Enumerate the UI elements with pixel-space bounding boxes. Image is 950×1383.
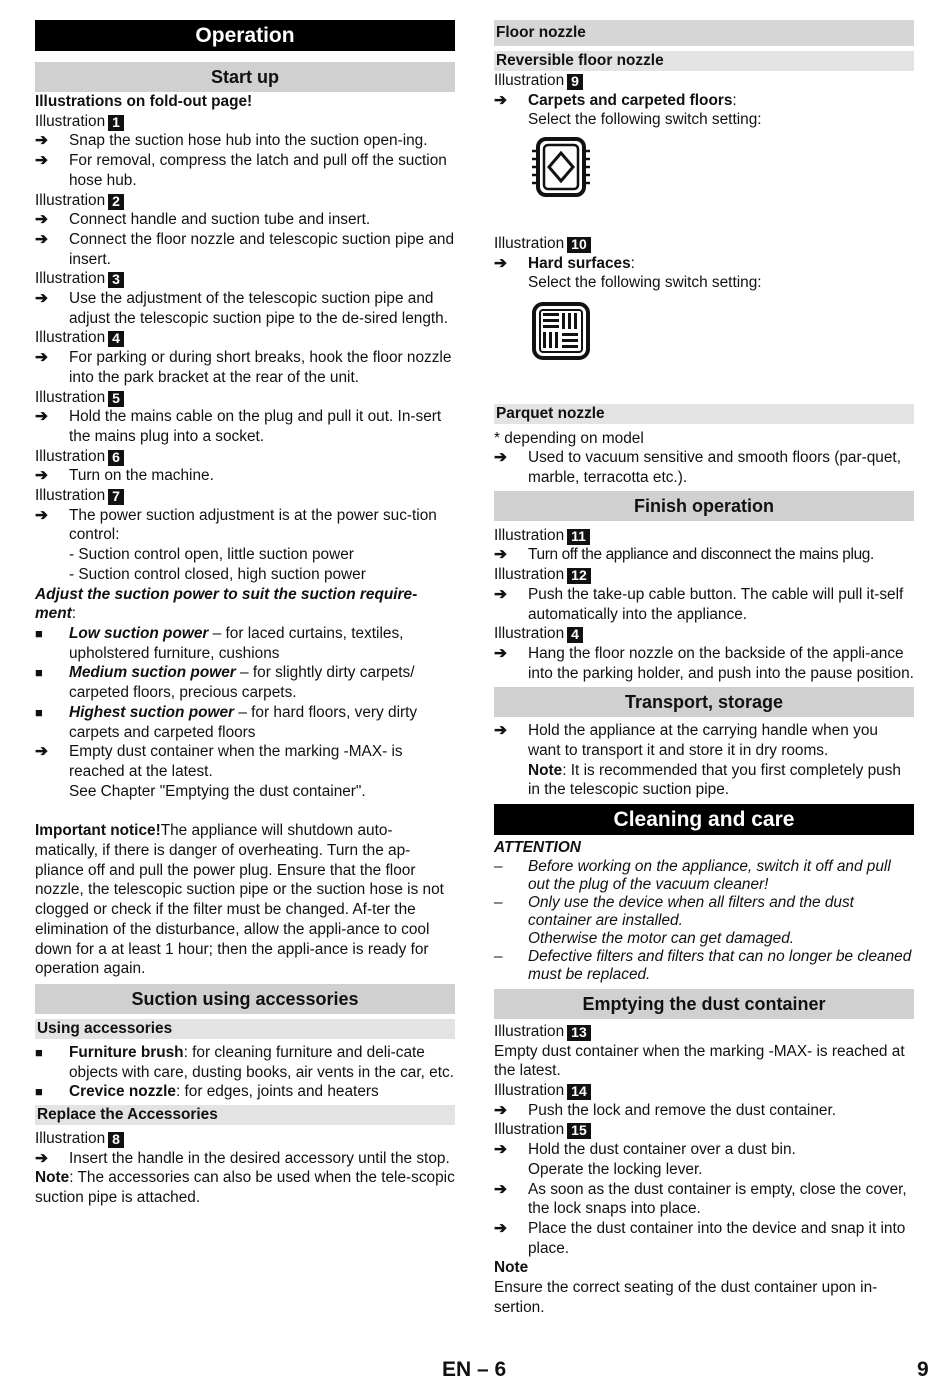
illustration-label: Illustration: [35, 112, 106, 130]
hard-surfaces-label: Hard surfaces: [528, 254, 631, 272]
replace-accessories-heading: Replace the Accessories: [35, 1105, 455, 1125]
item-text: As soon as the dust container is empty, close the cover, the lock snaps into place.: [528, 1180, 907, 1218]
illustration-number: 7: [108, 489, 124, 505]
item-text: Empty dust container when the marking -MAX- is reached at the latest.: [69, 743, 403, 780]
carpets-colon: :: [732, 91, 737, 109]
arrow-icon: ➔: [494, 91, 507, 109]
arrow-icon: ➔: [35, 290, 48, 308]
illustration-3: [35, 269, 455, 289]
dash-icon: –: [494, 893, 503, 911]
low-power-label: Low suction power: [69, 624, 209, 642]
foldout-note: Illustrations on fold-out page!: [35, 93, 253, 110]
list-item: [494, 545, 914, 565]
hard-surfaces-colon: :: [630, 254, 635, 272]
transport-storage-heading: Transport, storage: [494, 687, 914, 717]
list-item: [494, 585, 914, 624]
crevice-nozzle-text: : for edges, joints and heaters: [175, 1083, 379, 1101]
item-text: For removal, compress the latch and pull off the suction hose hub.: [69, 152, 447, 189]
startup-heading: Start up: [35, 62, 455, 92]
illustration-label: Illustration: [35, 487, 106, 505]
list-item: [494, 1140, 914, 1179]
square-bullet-icon: ■: [35, 1044, 43, 1060]
arrow-icon: ➔: [494, 585, 507, 603]
list-item: [35, 742, 455, 801]
list-item: [35, 1149, 455, 1169]
switch-setting-text: Select the following switch setting:: [528, 111, 762, 129]
illustration-label: Illustration: [494, 566, 565, 584]
left-column: [35, 20, 455, 1208]
switch-setting-text: Select the following switch setting:: [528, 274, 762, 292]
attention-label: ATTENTION: [494, 839, 581, 857]
hard-floor-switch-icon: [530, 300, 592, 362]
furniture-brush-text: : for cleaning furniture and deli-cate objects with care, dusting books, air vents in the car, etc.: [69, 1043, 454, 1081]
illustration-label: Illustration: [494, 1022, 565, 1040]
emptying-dust-container-heading: Emptying the dust container: [494, 989, 914, 1019]
arrow-icon: ➔: [494, 546, 507, 564]
accessories-note: [35, 1168, 455, 1207]
item-text: Hang the floor nozzle on the backside of the appli-ance into the parking holder, and push into the pause position.: [528, 644, 914, 682]
list-item: [35, 407, 455, 446]
list-item: [35, 663, 455, 702]
list-item: [35, 1082, 455, 1102]
arrow-icon: ➔: [35, 467, 48, 485]
note-label: Note: [528, 761, 563, 779]
finish-operation-heading: Finish operation: [494, 491, 914, 521]
arrow-icon: ➔: [35, 211, 48, 229]
list-item: [494, 644, 914, 683]
illustration-4-right: [494, 624, 914, 644]
adjust-note: [35, 585, 455, 624]
arrow-icon: ➔: [35, 506, 48, 524]
high-power-text: – for hard floors, very dirty carpets and carpeted floors: [69, 703, 418, 741]
illustration-label: Illustration: [494, 1121, 565, 1139]
item-text: Operate the locking lever.: [528, 1160, 703, 1178]
illustration-number: 9: [567, 74, 583, 90]
square-bullet-icon: ■: [35, 625, 43, 641]
illustration-number: 15: [567, 1123, 591, 1139]
item-text: Push the take-up cable button. The cable will pull it-self automatically into the appliance.: [528, 585, 904, 623]
illustration-number: 11: [567, 529, 590, 545]
item-text: Place the dust container into the device and snap it into place.: [528, 1219, 906, 1257]
illustration-label: Illustration: [35, 388, 106, 406]
illustration-number: 14: [567, 1084, 591, 1100]
item-text: Turn on the machine.: [69, 467, 214, 485]
list-item: [35, 624, 455, 663]
item-text: Push the lock and remove the dust container.: [528, 1101, 837, 1119]
right-column: [494, 20, 914, 1317]
arrow-icon: ➔: [35, 408, 48, 426]
illustration-number: 6: [108, 450, 124, 466]
item-text: Defective filters and filters that can no longer be cleaned must be replaced.: [528, 947, 912, 983]
illustration-label: Illustration: [494, 526, 565, 544]
list-item: [494, 448, 914, 487]
arrow-icon: ➔: [35, 152, 48, 170]
list-item: [35, 466, 455, 486]
illustration-12: [494, 565, 914, 585]
illustration-number: 12: [567, 568, 591, 584]
list-item: [35, 289, 455, 328]
list-item: [494, 894, 914, 948]
list-item: [35, 506, 455, 545]
list-item: [494, 254, 914, 293]
illustration-label: Illustration: [35, 270, 106, 288]
arrow-icon: ➔: [494, 722, 507, 740]
square-bullet-icon: ■: [35, 1084, 43, 1100]
list-item: [494, 1219, 914, 1258]
list-item: [494, 1101, 914, 1121]
adjust-text: Adjust the suction power to suit the suction require-ment: [35, 585, 418, 623]
arrow-icon: ➔: [494, 1180, 507, 1198]
illustration-13: [494, 1022, 914, 1042]
page-footer-language: EN – 6: [442, 1358, 507, 1381]
dash-icon: –: [494, 947, 503, 965]
item-text: Turn off the appliance and disconnect the mains plug.: [528, 546, 874, 564]
chapter-reference: See Chapter "Emptying the dust container".: [69, 782, 366, 800]
illustration-number: 4: [567, 627, 583, 643]
arrow-icon: ➔: [35, 230, 48, 248]
seating-note: Ensure the correct seating of the dust container upon in-sertion.: [494, 1279, 878, 1316]
arrow-icon: ➔: [35, 1149, 48, 1167]
list-item: [35, 1043, 455, 1082]
item-text: Hold the mains cable on the plug and pull it out. In-sert the mains plug into a socket.: [69, 408, 442, 445]
arrow-icon: ➔: [494, 1101, 507, 1119]
list-item: [35, 151, 455, 190]
illustration-11: [494, 526, 914, 546]
item-text: Use the adjustment of the telescopic suction pipe and adjust the telescopic suction pipe to the de-sired length.: [69, 290, 449, 327]
notice-label: Important notice!: [35, 822, 161, 840]
note-text: : It is recommended that you first completely push in the telescopic suction pipe.: [528, 761, 901, 799]
illustration-label: Illustration: [35, 447, 106, 465]
illustration-number: 13: [567, 1025, 591, 1041]
medium-power-label: Medium suction power: [69, 664, 236, 682]
arrow-icon: ➔: [494, 254, 507, 272]
illustration-number: 2: [108, 194, 124, 210]
suction-accessories-heading: Suction using accessories: [35, 984, 455, 1014]
illustration-label: Illustration: [35, 329, 106, 347]
model-note: * depending on model: [494, 429, 644, 447]
list-item: [35, 230, 455, 269]
medium-power-text: – for slightly dirty carpets/ carpeted floors, precious carpets.: [69, 664, 415, 702]
note-heading: Note: [494, 1259, 529, 1277]
illustration-label: Illustration: [494, 625, 565, 643]
item-text: Connect the floor nozzle and telescopic suction pipe and insert.: [69, 230, 455, 268]
item-text: Snap the suction hose hub into the suction open-ing.: [69, 132, 428, 150]
list-item: [35, 703, 455, 742]
illustration-number: 4: [108, 331, 124, 347]
operation-heading: Operation: [35, 20, 455, 51]
item-text: For parking or during short breaks, hook the floor nozzle into the park bracket at the rear of the unit.: [69, 349, 452, 386]
empty-instruction: Empty dust container when the marking -MAX- is reached at the latest.: [494, 1042, 905, 1080]
notice-text: The appliance will shutdown auto-matically, if there is danger of overheating. Turn the ap-pliance off and pull the power plug. Ensure that the floor nozzle, the telescopic suction pipe or the suction hose is not clogged or check if the filter must be changed. Af-ter the elimination of the disturbance, allow the appli-ance to cool down for a at least 1 hour; then the appli-ance is ready for operation again.: [35, 822, 444, 978]
illustration-5: [35, 388, 455, 408]
adjust-colon: :: [71, 605, 77, 623]
list-item: [494, 1180, 914, 1219]
list-item: [494, 948, 914, 984]
arrow-icon: ➔: [494, 449, 507, 467]
parquet-nozzle-heading: Parquet nozzle: [494, 404, 914, 424]
using-accessories-heading: Using accessories: [35, 1019, 455, 1039]
illustration-14: [494, 1081, 914, 1101]
important-notice: [35, 821, 455, 979]
suction-open-text: - Suction control open, little suction power: [69, 546, 354, 564]
arrow-icon: ➔: [494, 1219, 507, 1237]
illustration-number: 5: [108, 391, 124, 407]
item-text: Insert the handle in the desired accessory until the stop.: [69, 1149, 450, 1167]
list-item: [494, 858, 914, 894]
square-bullet-icon: ■: [35, 704, 43, 720]
note-text: : The accessories can also be used when the tele-scopic suction pipe is attached.: [35, 1169, 455, 1207]
high-power-label: Highest suction power: [69, 703, 235, 721]
illustration-label: Illustration: [494, 1081, 565, 1099]
floor-nozzle-heading: Floor nozzle: [494, 20, 914, 46]
item-text: The power suction adjustment is at the power suc-tion control:: [69, 506, 437, 544]
square-bullet-icon: ■: [35, 665, 43, 681]
item-text: Otherwise the motor can get damaged.: [528, 929, 795, 947]
illustration-number: 3: [108, 272, 124, 288]
illustration-15: [494, 1120, 914, 1140]
furniture-brush-label: Furniture brush: [69, 1043, 184, 1061]
arrow-icon: ➔: [494, 644, 507, 662]
illustration-label: Illustration: [35, 1130, 106, 1148]
list-item: [494, 91, 914, 130]
item-text: Only use the device when all filters and the dust container are installed.: [528, 893, 854, 929]
illustration-10: [494, 234, 914, 254]
arrow-icon: ➔: [35, 132, 48, 150]
arrow-icon: ➔: [35, 349, 48, 367]
illustration-label: Illustration: [494, 72, 565, 89]
carpet-switch-icon: [530, 137, 592, 199]
carpets-label: Carpets and carpeted floors: [528, 91, 733, 109]
item-text: Connect handle and suction tube and insert.: [69, 211, 371, 229]
list-item: [35, 348, 455, 387]
list-item: [35, 210, 455, 230]
list-item: [494, 721, 914, 800]
illustration-9: [494, 71, 914, 91]
reversible-nozzle-heading: Reversible floor nozzle: [494, 51, 914, 71]
illustration-1: [35, 112, 455, 132]
crevice-nozzle-label: Crevice nozzle: [69, 1083, 176, 1101]
cleaning-care-heading: Cleaning and care: [494, 804, 914, 835]
item-text: Used to vacuum sensitive and smooth floors (par-quet, marble, terracotta etc.).: [528, 449, 901, 487]
illustration-7: [35, 486, 455, 506]
illustration-label: Illustration: [494, 234, 565, 252]
item-text: Hold the appliance at the carrying handle when you want to transport it and store it in dry rooms.: [528, 722, 878, 760]
dash-icon: –: [494, 857, 503, 875]
arrow-icon: ➔: [35, 743, 48, 761]
list-item: [35, 131, 455, 151]
illustration-number: 1: [108, 115, 124, 131]
illustration-6: [35, 447, 455, 467]
arrow-icon: ➔: [494, 1141, 507, 1159]
item-text: Before working on the appliance, switch it off and pull out the plug of the vacuum cleaner!: [528, 857, 891, 893]
illustration-2: [35, 191, 455, 211]
illustration-label: Illustration: [35, 191, 106, 209]
illustration-number: 8: [108, 1132, 124, 1148]
low-power-text: – for laced curtains, textiles, upholstered furniture, cushions: [69, 624, 404, 662]
suction-closed-text: - Suction control closed, high suction power: [69, 565, 366, 583]
illustration-4: [35, 328, 455, 348]
illustration-number: 10: [567, 237, 591, 253]
illustration-8: [35, 1129, 455, 1149]
page-number: 9: [917, 1358, 929, 1381]
note-label: Note: [35, 1169, 70, 1187]
item-text: Hold the dust container over a dust bin.: [528, 1141, 796, 1159]
